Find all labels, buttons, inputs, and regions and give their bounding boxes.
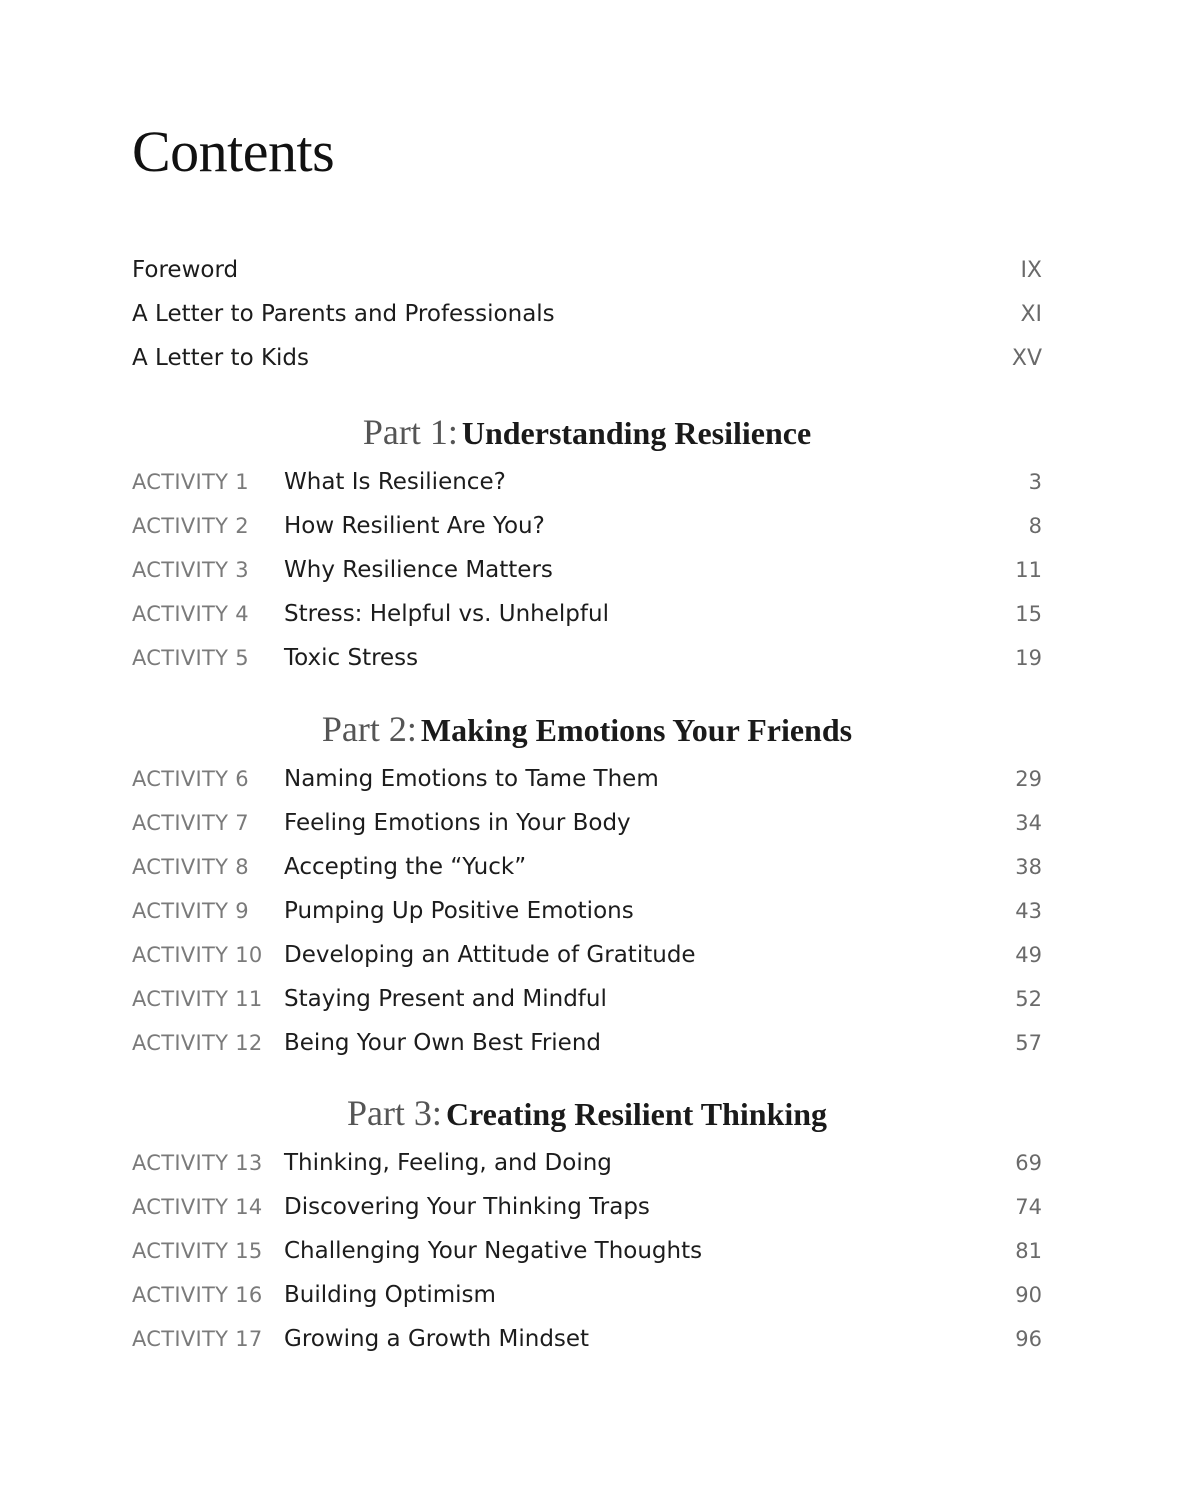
activity-label: ACTIVITY 7	[132, 811, 249, 835]
activity-row[interactable]	[132, 977, 1042, 1021]
activity-page-number: 15	[1015, 602, 1042, 626]
activity-row[interactable]	[132, 1229, 1042, 1273]
activity-title: Naming Emotions to Tame Them	[284, 766, 659, 792]
activity-page-number: 43	[1015, 899, 1042, 923]
activity-page-number: 57	[1015, 1031, 1042, 1055]
activity-row[interactable]	[132, 801, 1042, 845]
activity-title: Feeling Emotions in Your Body	[284, 810, 631, 836]
activity-label: ACTIVITY 17	[132, 1327, 263, 1351]
entry-title: Foreword	[132, 257, 239, 283]
activity-label: ACTIVITY 16	[132, 1283, 263, 1307]
front-matter-item[interactable]	[132, 336, 1042, 380]
activity-row[interactable]	[132, 592, 1042, 636]
activity-label: ACTIVITY 3	[132, 558, 249, 582]
part-name: Making Emotions Your Friends	[420, 712, 853, 748]
entry-page-number: XI	[1020, 301, 1042, 327]
activity-row[interactable]	[132, 1141, 1042, 1185]
activity-row[interactable]	[132, 889, 1042, 933]
activity-page-number: 49	[1015, 943, 1042, 967]
activity-title: Being Your Own Best Friend	[284, 1030, 601, 1056]
activity-label: ACTIVITY 4	[132, 602, 249, 626]
activity-title: Discovering Your Thinking Traps	[284, 1194, 650, 1220]
activity-title: Pumping Up Positive Emotions	[284, 898, 634, 924]
activity-label: ACTIVITY 15	[132, 1239, 263, 1263]
activity-page-number: 34	[1015, 811, 1042, 835]
activity-title: Developing an Attitude of Gratitude	[284, 942, 696, 968]
activity-label: ACTIVITY 8	[132, 855, 249, 879]
part-name: Understanding Resilience	[461, 415, 812, 451]
activity-title: Thinking, Feeling, and Doing	[284, 1150, 612, 1176]
front-matter-list	[132, 248, 1042, 380]
activity-row[interactable]	[132, 548, 1042, 592]
entry-title: A Letter to Parents and Professionals	[132, 301, 555, 327]
front-matter-item[interactable]	[132, 248, 1042, 292]
activity-page-number: 8	[1028, 514, 1042, 538]
activity-label: ACTIVITY 9	[132, 899, 249, 923]
part-heading	[132, 404, 1042, 460]
activity-title: Growing a Growth Mindset	[284, 1326, 590, 1352]
part-heading	[132, 701, 1042, 757]
part-label: Part 1:	[362, 412, 458, 452]
part-label: Part 2:	[321, 709, 417, 749]
activity-row[interactable]	[132, 1317, 1042, 1361]
activity-row[interactable]	[132, 636, 1042, 680]
activity-row[interactable]	[132, 757, 1042, 801]
activity-page-number: 69	[1015, 1151, 1042, 1175]
activity-row[interactable]	[132, 504, 1042, 548]
activity-title: How Resilient Are You?	[284, 513, 545, 539]
part-heading	[132, 1085, 1042, 1141]
page-title: Contents	[132, 119, 335, 184]
activity-row[interactable]	[132, 845, 1042, 889]
activity-row[interactable]	[132, 1273, 1042, 1317]
activity-page-number: 11	[1015, 558, 1042, 582]
activity-title: Why Resilience Matters	[284, 557, 553, 583]
activity-page-number: 29	[1015, 767, 1042, 791]
activity-label: ACTIVITY 13	[132, 1151, 263, 1175]
activity-row[interactable]	[132, 933, 1042, 977]
activity-page-number: 81	[1015, 1239, 1042, 1263]
activity-title: Building Optimism	[284, 1282, 496, 1308]
activity-label: ACTIVITY 14	[132, 1195, 263, 1219]
activity-row[interactable]	[132, 460, 1042, 504]
part-name: Creating Resilient Thinking	[445, 1096, 828, 1132]
activity-label: ACTIVITY 11	[132, 987, 263, 1011]
activity-page-number: 38	[1015, 855, 1042, 879]
activity-title: What Is Resilience?	[284, 469, 506, 495]
activity-page-number: 74	[1015, 1195, 1042, 1219]
activity-page-number: 19	[1015, 646, 1042, 670]
activity-title: Stress: Helpful vs. Unhelpful	[284, 601, 609, 627]
activity-label: ACTIVITY 6	[132, 767, 249, 791]
part-label: Part 3:	[346, 1093, 442, 1133]
entry-page-number: IX	[1020, 257, 1042, 283]
part-3-section	[132, 1085, 1042, 1361]
activity-label: ACTIVITY 1	[132, 470, 249, 494]
activity-label: ACTIVITY 12	[132, 1031, 263, 1055]
activity-page-number: 96	[1015, 1327, 1042, 1351]
part-1-section	[132, 404, 1042, 680]
activity-label: ACTIVITY 10	[132, 943, 263, 967]
activity-row[interactable]	[132, 1185, 1042, 1229]
entry-title: A Letter to Kids	[132, 345, 310, 371]
entry-page-number: XV	[1011, 345, 1042, 371]
part-2-section	[132, 701, 1042, 1065]
activity-page-number: 90	[1015, 1283, 1042, 1307]
activity-label: ACTIVITY 2	[132, 514, 249, 538]
activity-title: Accepting the “Yuck”	[284, 854, 527, 880]
activity-page-number: 52	[1015, 987, 1042, 1011]
activity-title: Staying Present and Mindful	[284, 986, 607, 1012]
activity-title: Challenging Your Negative Thoughts	[284, 1238, 703, 1264]
front-matter-item[interactable]	[132, 292, 1042, 336]
contents-page	[132, 0, 1042, 1500]
activity-row[interactable]	[132, 1021, 1042, 1065]
activity-page-number: 3	[1028, 470, 1042, 494]
activity-title: Toxic Stress	[284, 645, 419, 671]
activity-label: ACTIVITY 5	[132, 646, 249, 670]
